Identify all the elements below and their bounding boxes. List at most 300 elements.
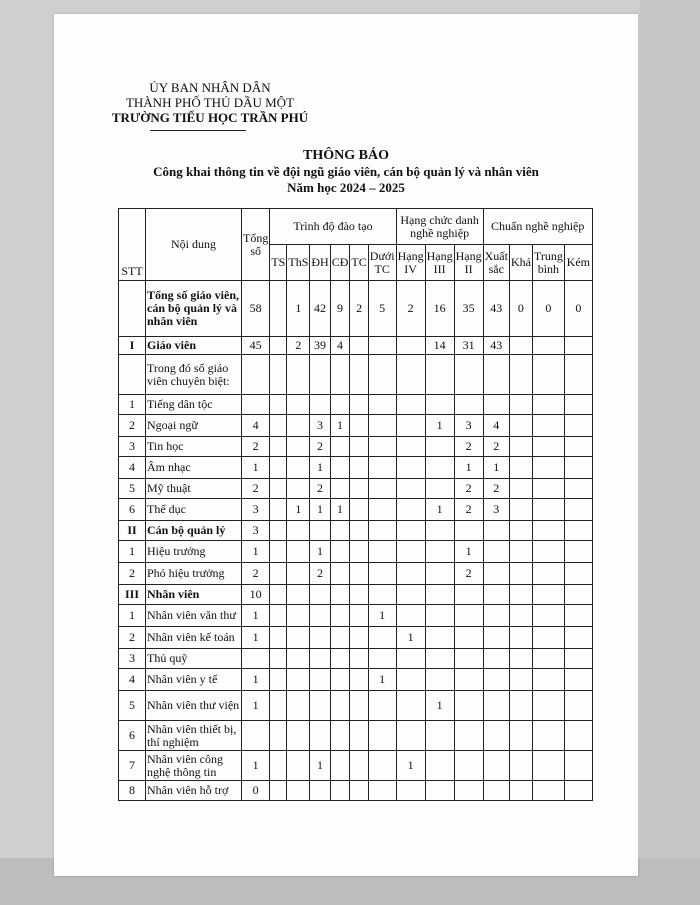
row-cell: [425, 627, 454, 649]
scan-margin-right: [640, 0, 700, 905]
row-cell: [483, 521, 509, 541]
row-cell: [532, 649, 564, 669]
row-stt: III: [119, 585, 146, 605]
row-cell: 45: [242, 337, 270, 355]
row-cell: [350, 457, 368, 479]
row-cell: [509, 415, 532, 437]
row-cell: [454, 627, 483, 649]
row-cell: 1: [287, 281, 310, 337]
row-cell: [425, 479, 454, 499]
table-row: [119, 781, 593, 801]
staff-table: [118, 208, 593, 801]
row-cell: [509, 691, 532, 721]
row-cell: 2: [310, 563, 330, 585]
row-cell: [368, 499, 396, 521]
row-cell: [350, 499, 368, 521]
row-cell: [350, 691, 368, 721]
row-cell: [532, 499, 564, 521]
row-stt: 1: [119, 395, 146, 415]
row-cell: [270, 437, 287, 457]
row-cell: [368, 457, 396, 479]
row-cell: [509, 355, 532, 395]
row-cell: [287, 649, 310, 669]
row-cell: [270, 541, 287, 563]
row-cell: [425, 585, 454, 605]
row-cell: [287, 437, 310, 457]
row-cell: [425, 437, 454, 457]
row-label: Nhân viên thư viện: [146, 691, 242, 721]
row-cell: [564, 721, 592, 751]
row-cell: 1: [242, 751, 270, 781]
row-cell: [532, 669, 564, 691]
row-cell: 2: [242, 563, 270, 585]
row-cell: [330, 585, 350, 605]
row-cell: [509, 395, 532, 415]
row-cell: [350, 649, 368, 669]
row-cell: [532, 437, 564, 457]
row-cell: [287, 563, 310, 585]
row-cell: [564, 691, 592, 721]
row-cell: [270, 721, 287, 751]
row-cell: 1: [310, 499, 330, 521]
row-cell: [483, 563, 509, 585]
row-label: Nhân viên công nghệ thông tin: [146, 751, 242, 781]
row-cell: 0: [242, 781, 270, 801]
row-cell: [454, 605, 483, 627]
row-cell: [350, 669, 368, 691]
row-stt: 7: [119, 751, 146, 781]
row-label: Phó hiệu trưởng: [146, 563, 242, 585]
row-cell: [396, 691, 425, 721]
row-cell: [270, 691, 287, 721]
col-group-chuan: Chuẩn nghề nghiệp: [483, 209, 592, 245]
row-cell: [509, 499, 532, 521]
notice-title: THÔNG BÁO: [303, 148, 389, 163]
row-cell: [287, 605, 310, 627]
row-stt: 2: [119, 563, 146, 585]
row-cell: [330, 457, 350, 479]
row-cell: [454, 721, 483, 751]
row-cell: [509, 479, 532, 499]
row-cell: [483, 355, 509, 395]
row-cell: [242, 395, 270, 415]
row-cell: [483, 541, 509, 563]
row-cell: [532, 337, 564, 355]
col-stt: STT: [119, 209, 146, 281]
row-stt: [119, 355, 146, 395]
issuer-header: [100, 80, 320, 125]
row-cell: [509, 721, 532, 751]
row-stt: [119, 281, 146, 337]
row-cell: [454, 585, 483, 605]
row-cell: 1: [396, 627, 425, 649]
row-cell: 43: [483, 337, 509, 355]
row-cell: [330, 521, 350, 541]
row-label: Cán bộ quản lý: [146, 521, 242, 541]
row-cell: [270, 751, 287, 781]
row-cell: [509, 627, 532, 649]
row-cell: [310, 669, 330, 691]
row-cell: 0: [509, 281, 532, 337]
col-noi-dung: Nội dung: [146, 209, 242, 281]
row-cell: [330, 605, 350, 627]
row-cell: [483, 605, 509, 627]
row-cell: [350, 781, 368, 801]
table-row: [119, 627, 593, 649]
row-stt: 6: [119, 721, 146, 751]
row-cell: [532, 563, 564, 585]
row-cell: [532, 605, 564, 627]
row-cell: [425, 395, 454, 415]
row-cell: [396, 479, 425, 499]
row-cell: [396, 721, 425, 751]
row-cell: [532, 355, 564, 395]
col-hang-iii: Hạng III: [425, 245, 454, 281]
row-stt: 2: [119, 627, 146, 649]
row-stt: 3: [119, 649, 146, 669]
row-cell: [532, 691, 564, 721]
row-cell: [287, 669, 310, 691]
col-kem: Kém: [564, 245, 592, 281]
row-stt: 6: [119, 499, 146, 521]
row-stt: 3: [119, 437, 146, 457]
table-row: [119, 281, 593, 337]
row-cell: [330, 781, 350, 801]
row-cell: [368, 691, 396, 721]
row-cell: [564, 649, 592, 669]
row-cell: [425, 649, 454, 669]
issuer-line-3: TRƯỜNG TIỂU HỌC TRẦN PHÚ: [111, 110, 309, 125]
row-cell: [270, 627, 287, 649]
issuer-line-1: ỦY BAN NHÂN DÂN: [149, 80, 271, 95]
row-cell: [350, 437, 368, 457]
row-stt: 2: [119, 415, 146, 437]
row-cell: 5: [368, 281, 396, 337]
row-cell: [425, 669, 454, 691]
row-cell: [270, 605, 287, 627]
row-cell: 1: [425, 415, 454, 437]
row-cell: [287, 521, 310, 541]
col-tc: TC: [350, 245, 368, 281]
row-cell: 39: [310, 337, 330, 355]
row-label: Nhân viên: [146, 585, 242, 605]
row-cell: 1: [242, 457, 270, 479]
row-cell: [396, 605, 425, 627]
row-cell: [330, 669, 350, 691]
row-cell: 2: [242, 437, 270, 457]
row-cell: [330, 395, 350, 415]
notice-subtitle: Công khai thông tin về đội ngũ giáo viên, cán bộ quản lý và nhân viên: [153, 164, 539, 179]
row-cell: [310, 721, 330, 751]
row-cell: [330, 751, 350, 781]
row-cell: [368, 437, 396, 457]
row-cell: [330, 563, 350, 585]
row-cell: [564, 337, 592, 355]
row-cell: 1: [454, 541, 483, 563]
row-cell: 35: [454, 281, 483, 337]
row-cell: [330, 649, 350, 669]
row-cell: [532, 721, 564, 751]
table-row: [119, 337, 593, 355]
row-stt: 4: [119, 669, 146, 691]
row-label: Ngoại ngữ: [146, 415, 242, 437]
row-cell: [454, 781, 483, 801]
row-cell: [310, 781, 330, 801]
row-cell: [564, 521, 592, 541]
row-cell: [483, 691, 509, 721]
row-cell: [509, 437, 532, 457]
table-row: [119, 437, 593, 457]
table-row: [119, 585, 593, 605]
issuer-line-2: THÀNH PHỐ THỦ DẦU MỘT: [125, 95, 295, 110]
row-cell: [368, 649, 396, 669]
row-cell: 1: [310, 541, 330, 563]
row-cell: [368, 479, 396, 499]
row-cell: 58: [242, 281, 270, 337]
row-cell: [350, 605, 368, 627]
row-cell: 1: [396, 751, 425, 781]
row-cell: [270, 521, 287, 541]
row-cell: [287, 479, 310, 499]
row-cell: [483, 395, 509, 415]
table-row: [119, 691, 593, 721]
row-cell: 1: [425, 691, 454, 721]
row-cell: [532, 521, 564, 541]
row-cell: [287, 627, 310, 649]
row-cell: 1: [242, 541, 270, 563]
table-row: [119, 415, 593, 437]
row-cell: [532, 751, 564, 781]
row-cell: [396, 669, 425, 691]
row-label: Nhân viên thiết bị, thí nghiệm: [146, 721, 242, 751]
row-cell: 2: [242, 479, 270, 499]
row-cell: [532, 457, 564, 479]
row-cell: 1: [330, 499, 350, 521]
row-cell: [396, 541, 425, 563]
row-cell: [454, 691, 483, 721]
row-cell: 3: [454, 415, 483, 437]
col-ts: TS: [270, 245, 287, 281]
row-cell: [509, 605, 532, 627]
row-cell: [270, 669, 287, 691]
row-cell: [396, 649, 425, 669]
row-cell: [330, 355, 350, 395]
row-cell: [564, 355, 592, 395]
row-cell: 3: [483, 499, 509, 521]
row-cell: [270, 281, 287, 337]
row-cell: 0: [532, 281, 564, 337]
row-cell: [564, 563, 592, 585]
row-cell: [509, 521, 532, 541]
row-cell: [368, 541, 396, 563]
row-cell: [270, 499, 287, 521]
row-cell: [532, 627, 564, 649]
row-cell: [368, 521, 396, 541]
row-cell: [242, 649, 270, 669]
row-cell: [396, 521, 425, 541]
row-cell: [368, 781, 396, 801]
row-cell: [350, 541, 368, 563]
row-cell: 2: [454, 437, 483, 457]
row-label: Thủ quỹ: [146, 649, 242, 669]
row-cell: [350, 521, 368, 541]
table-row: [119, 649, 593, 669]
row-cell: [350, 563, 368, 585]
row-cell: 1: [425, 499, 454, 521]
row-cell: [310, 627, 330, 649]
row-label: Hiệu trưởng: [146, 541, 242, 563]
row-cell: 1: [454, 457, 483, 479]
row-stt: 5: [119, 479, 146, 499]
notice-heading: [54, 148, 638, 196]
table-row: [119, 669, 593, 691]
row-cell: 42: [310, 281, 330, 337]
table-row: [119, 499, 593, 521]
row-cell: [564, 751, 592, 781]
row-cell: [425, 563, 454, 585]
row-cell: [396, 355, 425, 395]
row-cell: [368, 627, 396, 649]
row-cell: [368, 337, 396, 355]
row-cell: 1: [242, 605, 270, 627]
row-cell: 4: [330, 337, 350, 355]
col-hang-iv: Hạng IV: [396, 245, 425, 281]
table-row: [119, 751, 593, 781]
row-cell: 2: [454, 479, 483, 499]
col-xuat-sac: Xuất sắc: [483, 245, 509, 281]
col-hang-ii: Hạng II: [454, 245, 483, 281]
row-cell: [287, 721, 310, 751]
row-cell: 2: [396, 281, 425, 337]
row-cell: [532, 479, 564, 499]
row-cell: [425, 751, 454, 781]
row-cell: 2: [310, 437, 330, 457]
col-duoi-tc: Dưới TC: [368, 245, 396, 281]
row-cell: 3: [242, 499, 270, 521]
row-cell: [330, 691, 350, 721]
col-tong-so: Tổng số: [242, 209, 270, 281]
row-cell: 1: [368, 605, 396, 627]
row-cell: [564, 479, 592, 499]
row-cell: 2: [310, 479, 330, 499]
row-cell: [368, 721, 396, 751]
col-ths: ThS: [287, 245, 310, 281]
row-stt: I: [119, 337, 146, 355]
row-cell: 1: [287, 499, 310, 521]
row-cell: [532, 395, 564, 415]
row-stt: 1: [119, 605, 146, 627]
row-cell: [330, 627, 350, 649]
row-cell: [564, 457, 592, 479]
header-underline: [150, 130, 246, 131]
row-cell: [396, 585, 425, 605]
row-cell: [564, 395, 592, 415]
row-cell: [287, 781, 310, 801]
row-cell: [564, 541, 592, 563]
row-cell: [509, 563, 532, 585]
row-stt: 4: [119, 457, 146, 479]
row-label: Âm nhạc: [146, 457, 242, 479]
row-cell: 2: [483, 479, 509, 499]
row-cell: [396, 563, 425, 585]
row-cell: [454, 395, 483, 415]
row-cell: [483, 781, 509, 801]
row-cell: [509, 337, 532, 355]
row-cell: [425, 721, 454, 751]
row-label: Nhân viên hỗ trợ: [146, 781, 242, 801]
row-stt: 1: [119, 541, 146, 563]
row-cell: [483, 627, 509, 649]
row-cell: [509, 669, 532, 691]
row-cell: [242, 721, 270, 751]
row-cell: [368, 563, 396, 585]
row-cell: 1: [310, 457, 330, 479]
row-cell: [270, 395, 287, 415]
row-cell: [483, 649, 509, 669]
row-cell: [564, 669, 592, 691]
row-cell: [310, 691, 330, 721]
row-stt: 5: [119, 691, 146, 721]
row-cell: [270, 457, 287, 479]
row-cell: 10: [242, 585, 270, 605]
row-cell: [270, 585, 287, 605]
row-cell: [564, 605, 592, 627]
row-cell: [350, 721, 368, 751]
row-cell: [396, 395, 425, 415]
row-cell: [350, 415, 368, 437]
row-cell: 4: [242, 415, 270, 437]
row-cell: 3: [242, 521, 270, 541]
table-row: [119, 541, 593, 563]
row-cell: [310, 355, 330, 395]
row-cell: [270, 563, 287, 585]
table-row: [119, 605, 593, 627]
row-cell: [270, 355, 287, 395]
col-group-trinh-do: Trình độ đào tạo: [270, 209, 396, 245]
row-cell: [509, 541, 532, 563]
row-cell: [368, 395, 396, 415]
row-cell: [396, 437, 425, 457]
row-cell: [270, 337, 287, 355]
row-label: Tin học: [146, 437, 242, 457]
row-cell: 2: [454, 563, 483, 585]
row-cell: [287, 355, 310, 395]
row-cell: 0: [564, 281, 592, 337]
row-cell: [330, 541, 350, 563]
row-cell: [310, 521, 330, 541]
row-cell: [310, 649, 330, 669]
row-stt: 8: [119, 781, 146, 801]
row-cell: [270, 479, 287, 499]
col-group-hang: Hạng chức danh nghề nghiệp: [396, 209, 483, 245]
row-cell: 1: [368, 669, 396, 691]
row-cell: [350, 627, 368, 649]
row-cell: [396, 337, 425, 355]
row-cell: [287, 395, 310, 415]
row-cell: 2: [350, 281, 368, 337]
row-cell: 4: [483, 415, 509, 437]
row-cell: [564, 499, 592, 521]
row-cell: [287, 585, 310, 605]
row-cell: 1: [242, 627, 270, 649]
row-cell: 16: [425, 281, 454, 337]
row-cell: [532, 415, 564, 437]
row-cell: [425, 781, 454, 801]
row-cell: [483, 585, 509, 605]
row-cell: [509, 751, 532, 781]
row-label: Nhân viên văn thư: [146, 605, 242, 627]
row-cell: [425, 457, 454, 479]
